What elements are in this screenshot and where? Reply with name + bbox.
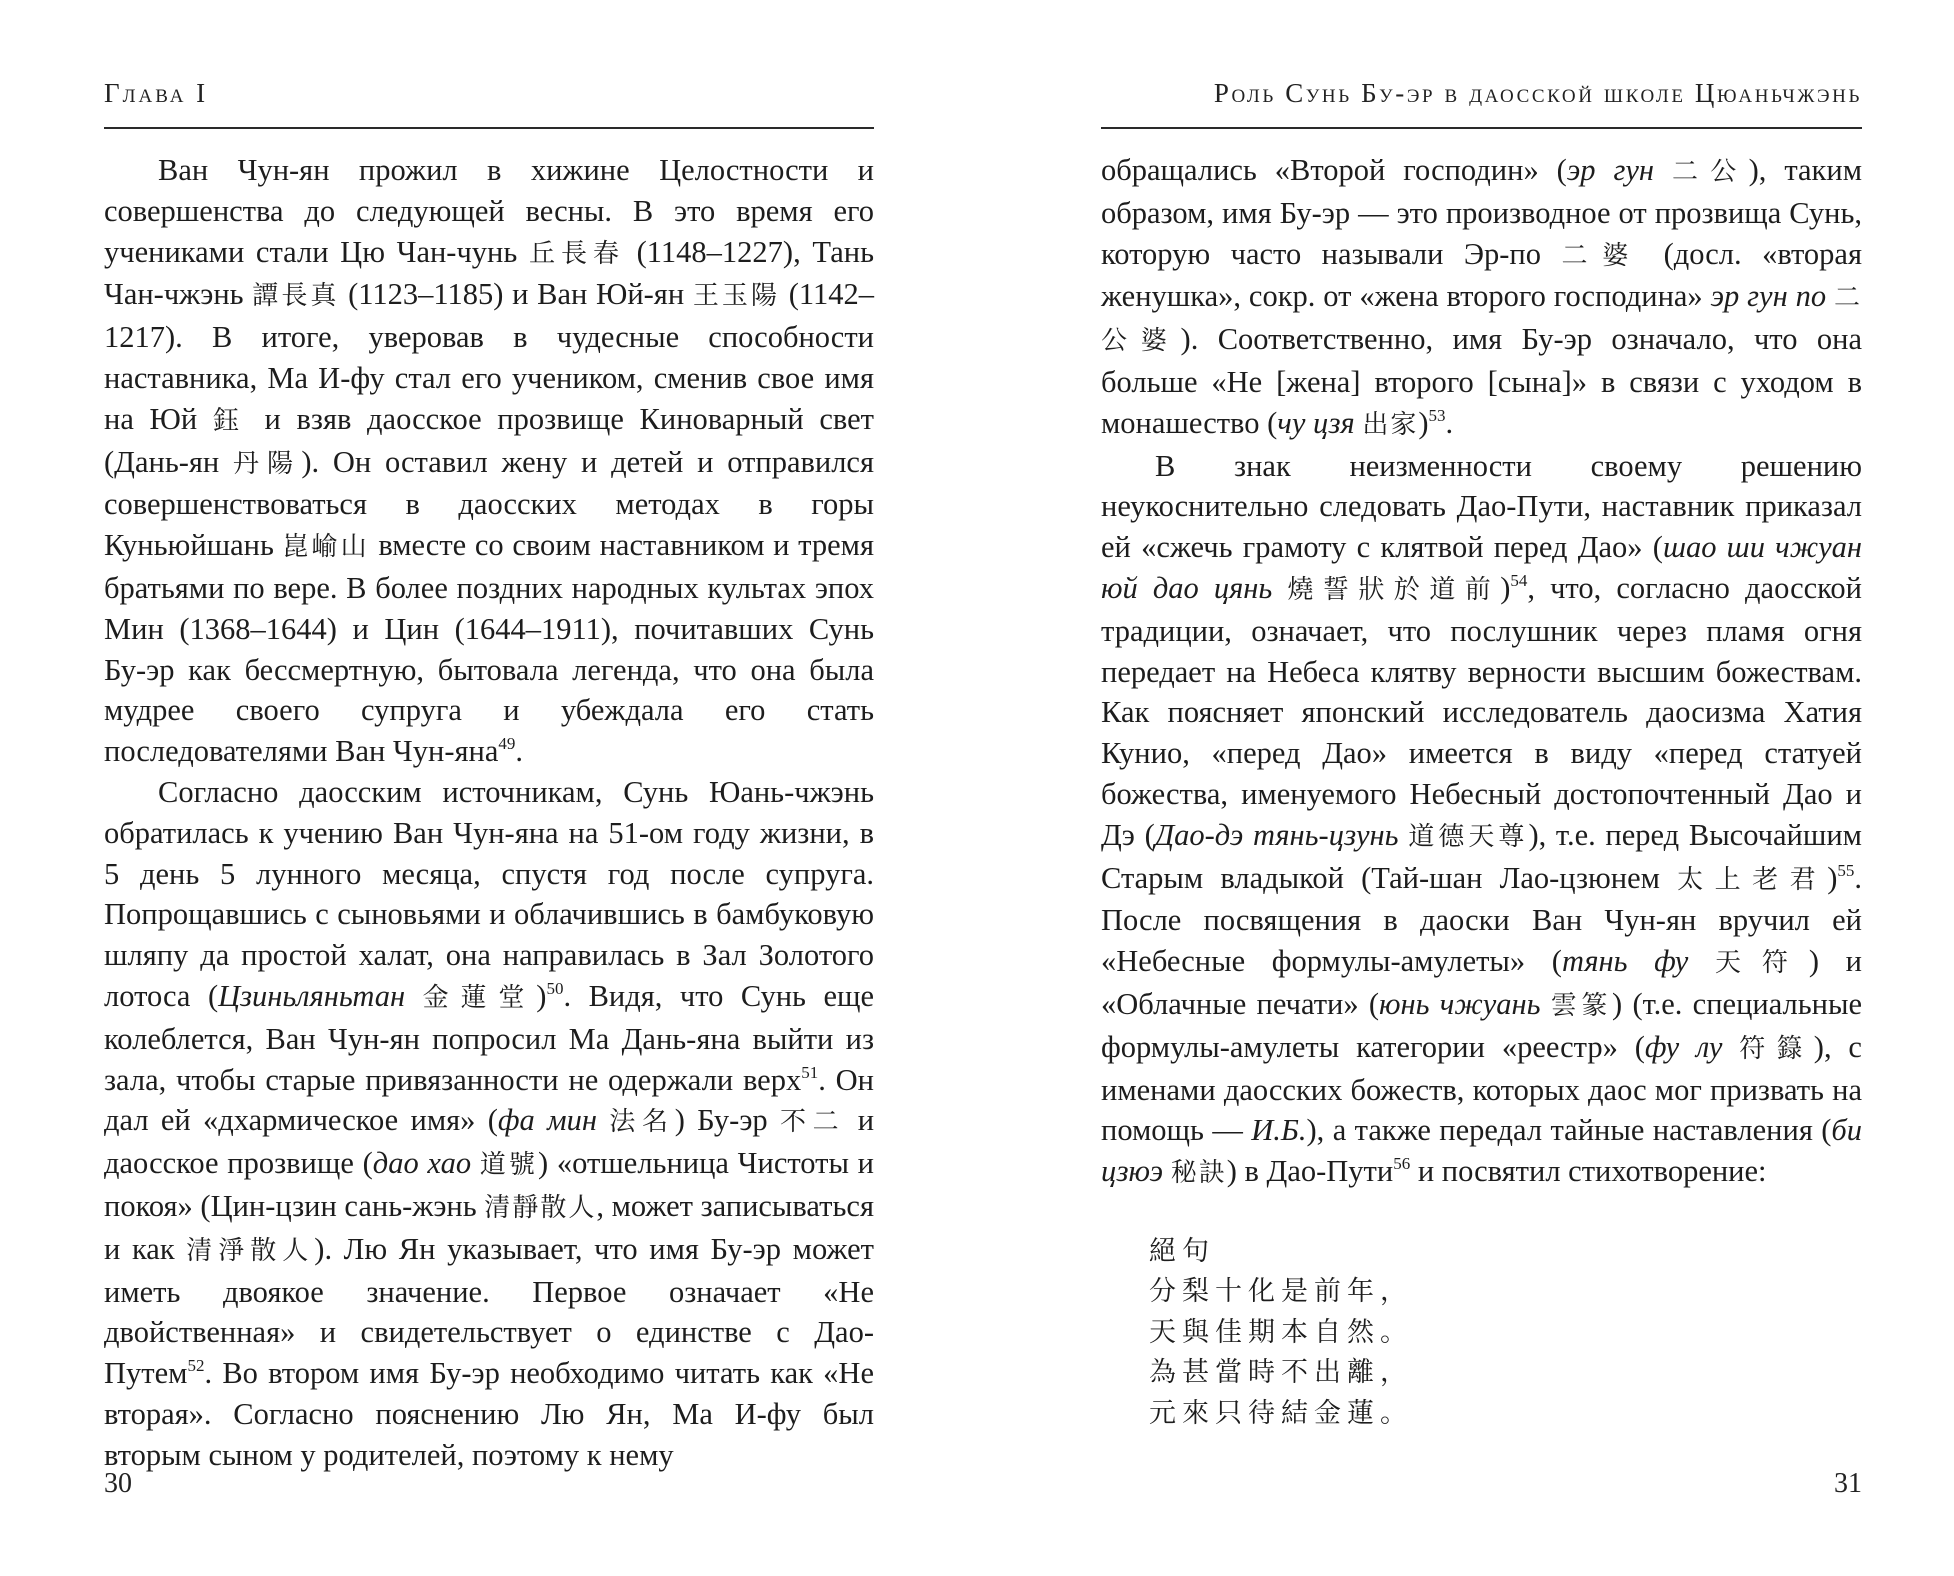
left-page-body: [104, 150, 874, 1476]
poem-line: 為甚當時不出離，: [1149, 1357, 1413, 1389]
right-page-body: [1101, 150, 1862, 1434]
poem-line: 元來只待結金蓮。: [1149, 1397, 1413, 1429]
footnote-ref: 50: [546, 978, 564, 998]
paragraph: В знак неизменности своему решению неукоснительно следовать Дао-Пути, наставник приказал ей «сжечь грамоту с клятвой перед Дао» (шао ши чжуан юй дао цянь 燒誓狀於道前)$^{54}$, что, согласно даосской традиции, означает, что послушник через пламя огня передает на Небеса клятву верности высшим божествам. Как поясняет японский исследователь даосизма Хатия Кунио, «перед Дао» имеется в виду «перед статуей божества, именуемого Небесный достопочтенный Дао и Дэ (Дао-дэ тянь-цзунь 道德天尊), т.е. перед Высочайшим Старым владыкой (Тай-шан Лао-цзюнем 太上老君)$^{55}$. После посвящения в даоски Ван Чун-ян вручил ей «Небесные формулы-амулеты» (тянь фу 天符) и «Облачные печати» (юнь чжуань 雲篆) (т.е. специальные формулы-амулеты категории «реестр» (фу лу 符籙), с именами даосских божеств, которых даос мог призвать на помощь — И.Б.), а также передал тайные наставления (би цзюэ 秘訣) в Дао-Пути$^{56}$ и посвятил стихотворение:: [1101, 448, 1863, 1189]
footnote-ref: 51: [801, 1062, 819, 1082]
running-head-left: Глава I: [104, 78, 209, 108]
footnote-ref: 56: [1393, 1154, 1411, 1174]
header-rule: [104, 127, 874, 129]
running-head-right: Роль Сунь Бу-эр в даосской школе Цюаньчжэнь: [1213, 78, 1862, 108]
footnote-ref: 49: [498, 734, 516, 754]
poem-title: 絕句: [1149, 1235, 1215, 1267]
footnote-ref: 54: [1510, 570, 1528, 590]
page-number-left: 30: [104, 1468, 132, 1499]
poem: [1101, 1232, 1862, 1435]
footnote-ref: 55: [1837, 860, 1855, 880]
header-rule: [1101, 127, 1862, 129]
poem-line: 分梨十化是前年，: [1149, 1276, 1413, 1308]
page-number-right: 31: [1834, 1468, 1862, 1499]
poem-line: 天與佳期本自然。: [1149, 1316, 1413, 1348]
paragraph: Согласно даосским источникам, Сунь Юань-чжэнь обратилась к учению Ван Чун-яна на 51-ом году жизни, в 5 день 5 лунного месяца, спустя год после супруга. Попрощавшись с сыновьями и облачившись в бамбуковую шляпу да простой халат, она направилась в Зал Золотого лотоса (Цзиньляньтан 金蓮堂)$^{50}$. Видя, что Сунь еще колеблется, Ван Чун-ян попросил Ма Дань-яна выйти из зала, чтобы старые привязанности не одержали верх$^{51}$. Он дал ей «дхармическое имя» (фа мин 法名) Бу-эр 不二 и даосское прозвище (дао хао 道號) «отшельница Чистоты и покоя» (Цин-цзин сань-жэнь 清靜散人, может записываться и как 清淨散人). Лю Ян указывает, что имя Бу-эр может иметь двоякое значение. Первое означает «Не двойственная» и свидетельствует о единстве с Дао-Путем$^{52}$. Во втором имя Бу-эр необходимо читать как «Не вторая». Согласно пояснению Лю Ян, Ма И-фу был вторым сыном у родителей, поэтому к нему: [104, 774, 875, 1472]
paragraph: обращались «Второй господин» (эр гун 二公), таким образом, имя Бу-эр — это производное от прозвища Сунь, которую часто называли Эр-по 二婆 (досл. «вторая женушка», сокр. от «жена второго господина» эр гун по 二公婆). Соответственно, имя Бу-эр означало, что она больше «Не [жена] второго [сына]» в связи с уходом в монашество (чу цзя 出家)$^{53}$.: [1101, 153, 1862, 440]
footnote-ref: 53: [1428, 405, 1446, 425]
footnote-ref: 52: [187, 1356, 205, 1376]
paragraph: Ван Чун-ян прожил в хижине Целостности и совершенства до следующей весны. В это время его учениками стали Цю Чан-чунь 丘長春 (1148–1227), Тань Чан-чжэнь 譚長真 (1123–1185) и Ван Юй-ян 王玉陽 (1142–1217). В итоге, уверовав в чудесные способности наставника, Ма И-фу стал его учеником, сменив свое имя на Юй 鈺 и взяв даосское прозвище Киноварный свет (Дань-ян 丹陽). Он оставил жену и детей и отправился совершенствоваться в даосских методах в горы Куньюйшань 崑崳山 вместе со своим наставником и тремя братьями по вере. В более поздних народных культах эпох Мин (1368–1644) и Цин (1644–1911), почитавших Сунь Бу-эр как бессмертную, бытовала легенда, что она была мудрее своего супруга и убеждала его стать последователями Ван Чун-яна$^{49}$.: [104, 153, 874, 769]
